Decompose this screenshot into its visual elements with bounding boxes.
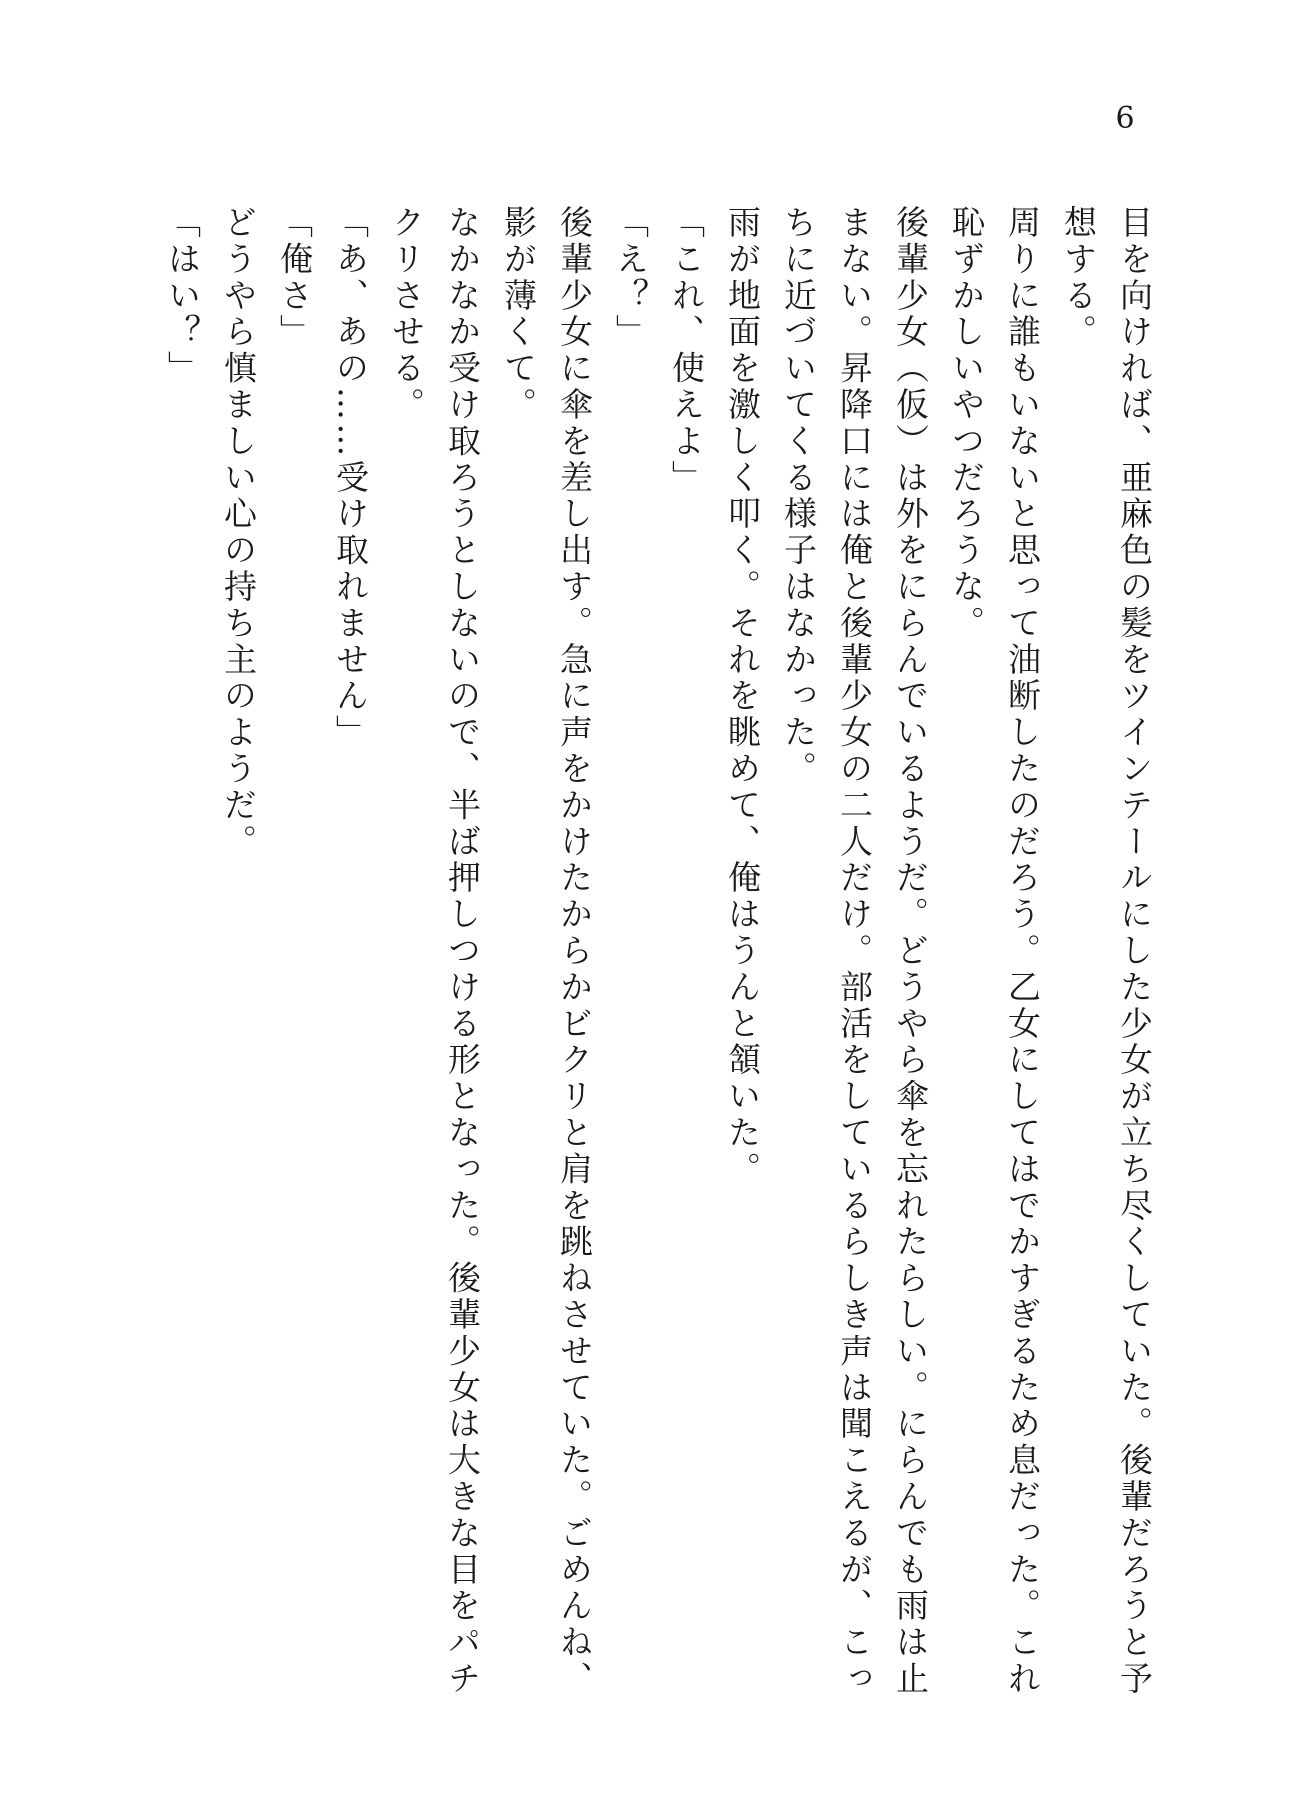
dialogue-line: 「え？」: [611, 205, 650, 351]
page-number: 6: [1115, 101, 1135, 136]
paragraph: 目を向ければ、亜麻色の髪をツインテールにした少女が立ち尽くしていた。後輩だろうと予想する。: [1059, 205, 1154, 1698]
paragraph: どうやら慎ましい心の持ち主のようだ。: [219, 205, 258, 861]
dialogue-line: 「はい？」: [163, 205, 202, 387]
paragraph: 雨が地面を激しく叩く。それを眺めて、俺はうんと頷いた。: [723, 205, 762, 1188]
dialogue-line: 「これ、使えよ」: [667, 205, 706, 497]
paragraph: なかなか受け取ろうとしないので、半ば押しつける形となった。後輩少女は大きな目をパチクリさせる。: [387, 205, 482, 1698]
dialogue-line: 「俺さ」: [275, 205, 314, 351]
novel-body-text: [154, 205, 1162, 1705]
dialogue-line: 「あ、あの……受け取れません」: [331, 205, 370, 751]
paragraph: 後輩少女（仮）は外をにらんでいるようだ。どうやら傘を忘れたらしい。にらんでも雨は止まない。昇降口には俺と後輩少女の二人だけ。部活をしているらしき声は聞こえるが、こっちに近づいてくる様子はなかった。: [779, 205, 930, 1698]
paragraph: 周りに誰もいないと思って油断したのだろう。乙女にしてはでかすぎるため息だった。これ恥ずかしいやつだろうな。: [947, 205, 1042, 1698]
paragraph: 後輩少女に傘を差し出す。急に声をかけたからかビクリと肩を跳ねさせていた。ごめんね、影が薄くて。: [499, 205, 594, 1698]
